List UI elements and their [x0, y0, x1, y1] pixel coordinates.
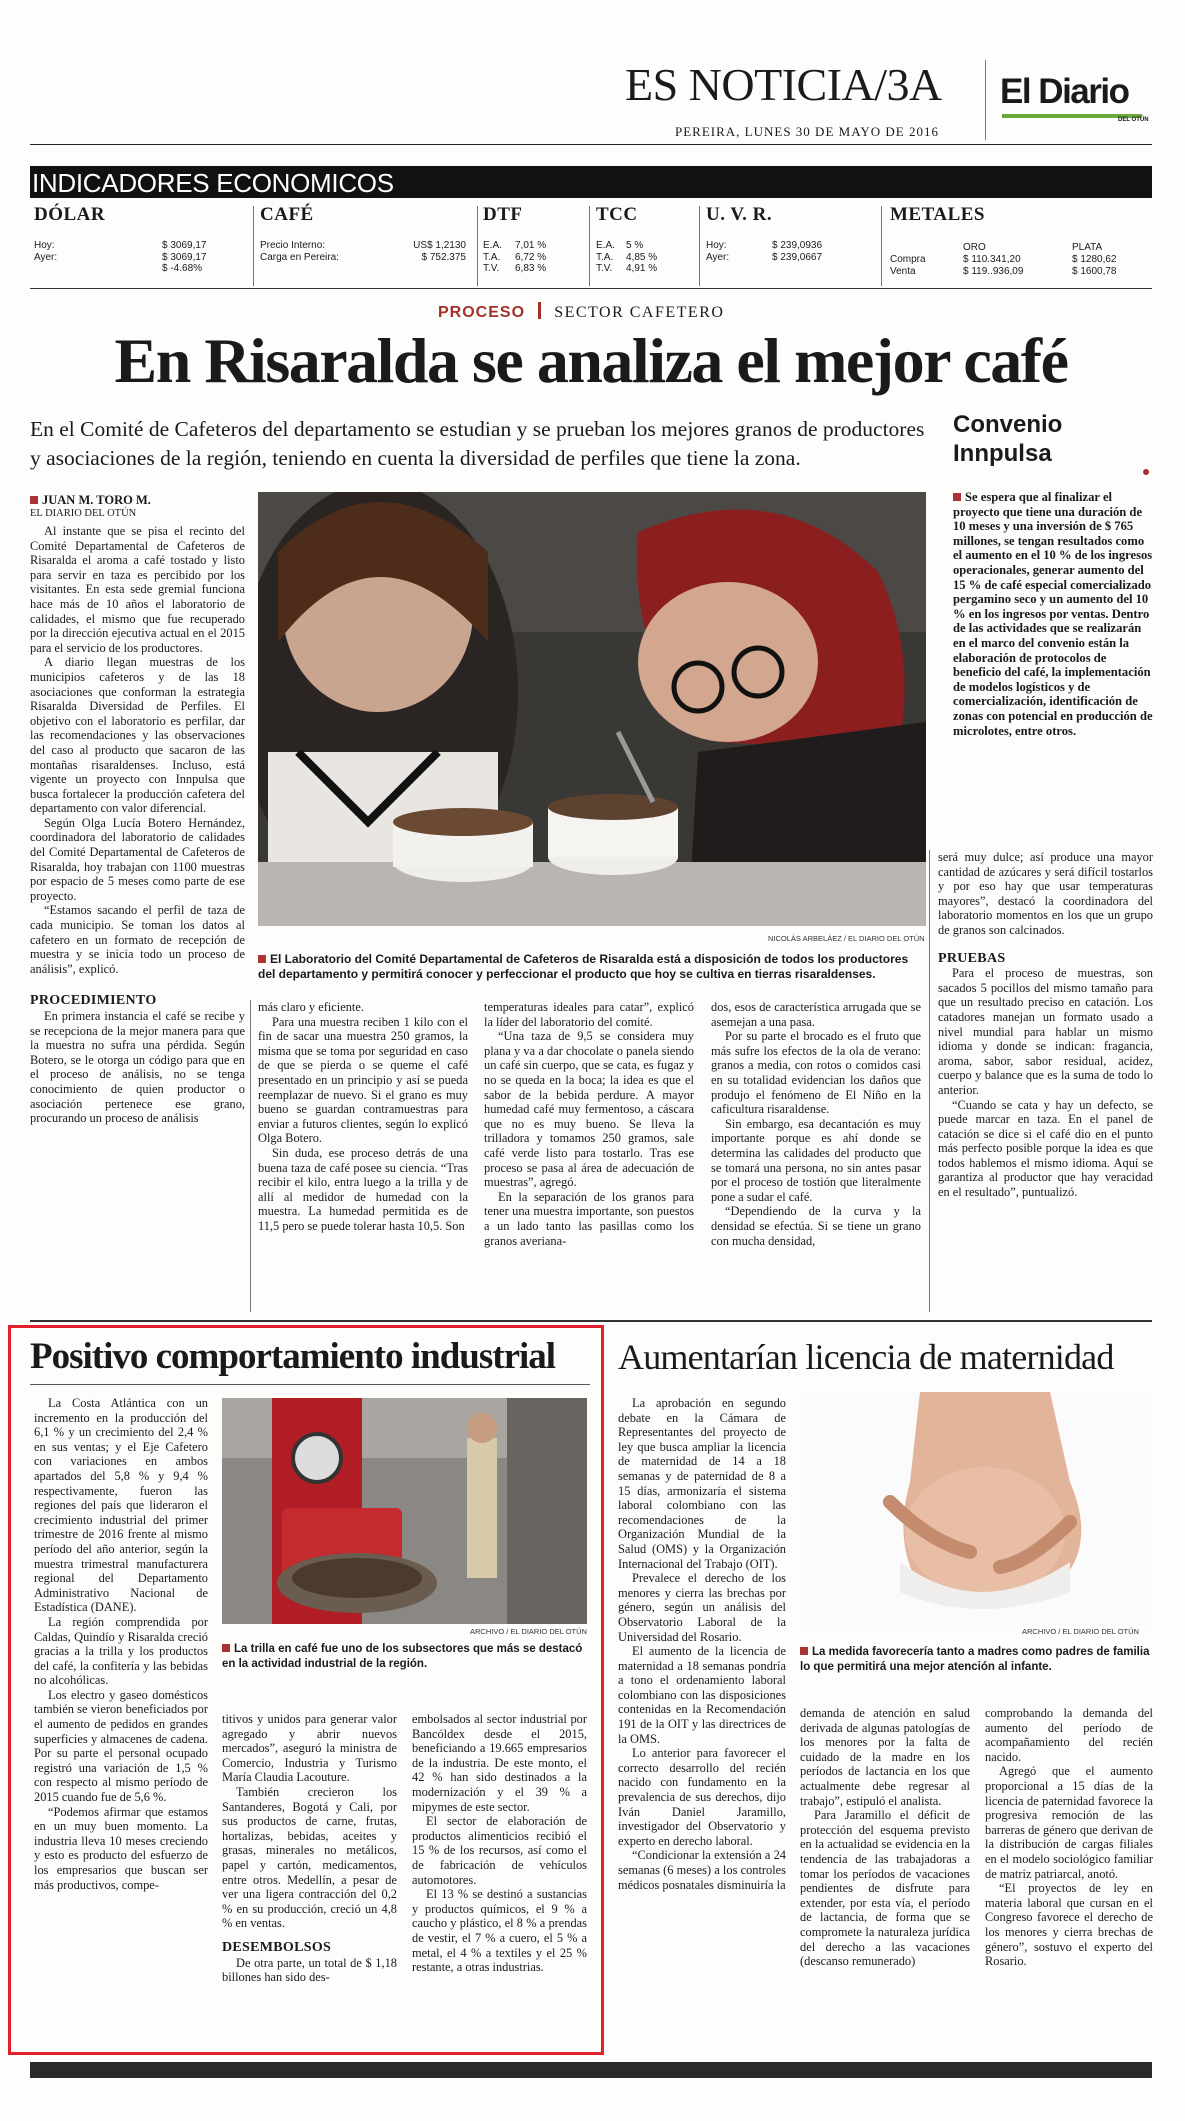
coffee-roaster-image	[222, 1398, 587, 1624]
main-col-1: Al instante que se pisa el recinto del Comité Departamental de Cafeteros de Risaralda el aroma a café tostado y listo para servir en taza es percibido por los visitantes. En esta sede gremial funciona hace más de 10 años el laboratorio de calidades, el mismo que fue recuperado por la dirección ejecutiva actual en el 2015 para el servicio de los productores. A diario llegan muestras de los municipios cafeteros y de las 18 asociaciones que conforman la estrategia Risaralda Diversidad de Perfiles. El objetivo con el laboratorio es perfilar, dar las recomendaciones y las observaciones del caso al producto que sacaron de las montañas risaraldenses. Incluso, está vigente un proyecto con Innpulsa que busca fortalecer la producción cafetera del departamento con valor diferencial. Según Olga Lucía Botero Hernández, coordinadora del laboratorio de calidades del Comité Departamental de Cafeteros de Risaralda, hoy trabajan con 1100 muestras por espacio de 5 meses como parte de ese proyecto. “Estamos sacando el perfil de taza de cada municipio. Se toman los datos al cafetero en un formato de recepción de muestra y se inicia todo un proceso de análisis”, explicó. PROCEDIMIENTO En primera instancia el café se recibe y se recepciona de la mejor manera para que la muestra no sufra una pérdida. Según Botero, se le otorga un código para que en el proceso de análisis, no se tenga conocimiento de quien productor o asociación pertenece ese grano, procurando un proceso de análisis	[30, 524, 245, 1126]
tcc-labels: E.A. T.A. T.V.	[596, 240, 615, 274]
main-col-2: más claro y eficiente. Para una muestra reciben 1 kilo con el fin de sacar una muestra 250 gramos, la misma que se toma por seguridad en caso de que se pierda o se queme el café presentado en un principio y así se pueda reemplazar de nuevo. Si el grano es muy bueno se guardan contramuestras para enviar a futuros clientes, según lo explicó Olga Botero. Sin duda, ese proceso detrás de una buena taza de café posee su ciencia. “Tras recibir el kilo, entra luego a la trilla y de allí al medidor de humedad con la muestra. La humedad permitida es de 11,5 pero se puede tolerar hasta 10,5. Son	[258, 1000, 468, 1233]
subhead-pruebas: PRUEBAS	[938, 950, 1006, 966]
dtf-labels: E.A. T.A. T.V.	[483, 240, 502, 274]
main-photo-credit: NICOLÁS ARBELÁEZ / EL DIARIO DEL OTÚN	[768, 934, 925, 943]
header-divider	[985, 60, 986, 140]
cafe-labels: Precio Interno: Carga en Pereira:	[260, 240, 339, 263]
indicator-dtf	[483, 204, 588, 274]
indicator-tcc	[596, 204, 696, 274]
header-rule	[30, 144, 1152, 145]
tcc-values: 5 % 4,85 % 4,91 %	[626, 240, 658, 274]
industrial-caption: La trilla en café fue uno de los subsectores que más se destacó en la actividad industrial de la región.	[222, 1643, 583, 1670]
industrial-photo-credit: ARCHIVO / EL DIARIO DEL OTÚN	[470, 1627, 587, 1636]
ind-div-4	[699, 206, 700, 286]
maternidad-caption-square-icon	[800, 1647, 808, 1655]
indicator-uvr	[706, 204, 881, 263]
ind-div-2	[477, 206, 478, 286]
industrial-headline: Positivo comportamiento industrial	[30, 1336, 556, 1377]
sidebar-dot	[1143, 469, 1149, 475]
caption-square-icon	[258, 955, 266, 963]
dateline: PEREIRA, LUNES 30 DE MAYO DE 2016	[675, 124, 939, 139]
indicators-bar	[30, 166, 1152, 198]
main-photo	[258, 492, 926, 926]
indicator-dolar	[34, 204, 249, 274]
kicker-sub: SECTOR CAFETERO	[554, 304, 725, 321]
oro-heading: ORO	[963, 242, 986, 253]
cafe-values: US$ 1,2130 $ 752.375	[413, 240, 466, 263]
indicator-cafe	[260, 204, 475, 263]
coffee-tasting-image	[258, 492, 926, 926]
uvr-labels: Hoy: Ayer:	[706, 240, 730, 263]
uvr-values: $ 239,0936 $ 239,0667	[772, 240, 823, 263]
industrial-caption-square-icon	[222, 1644, 230, 1652]
main-col-5: será muy dulce; así produce una mayor cantidad de azúcares y será difícil tostarlos y por eso hay que usar temperaturas mayores”, destacó la coordinadora del laboratorio momentos en los que un grupo de granos son calcinados. PRUEBAS Para el proceso de muestras, son sacados 5 pocillos del mismo tamaño para que un resultado preciso en catación. Los catadores manejan un formato usado a nivel mundial para hablar un mismo idioma y donde se indican: fragancia, aroma, sabor, sabor residual, acidez, cuerpo y balance que es la suma de todo lo anterior. “Cuando se cata y hay un defecto, se puede marcar en taza. En el panel de catación se dice si el café dio en el punto más perfecto posible porque la idea es que todos hablemos el mismo idioma. Aquí se garantiza al productor que hay veracidad en el resultado”, puntualizó.	[938, 850, 1153, 1200]
section-rule	[30, 1320, 1152, 1322]
main-col-3: temperaturas ideales para catar”, explicó la líder del laboratorio del comité. “Una taza de 9,5 se considera muy plana y va a dar chocolate o panela siendo un café sin cuerpo, que se cata, es fugaz y no se queda en la boca; la idea es que el sabor de la bebida perdure. A mayor humedad café muy fermentoso, a cáscara que no es muy bueno. Se lleva la trilladora y tomamos 250 gramos, sale café verde listo para tostarlo. Tras ese proceso se pasa al área de adecuación de muestras”, agregó. En la separación de los granos para tener una muestra importante, son puestos a un lado tanto las pasillas como los granos averiana-	[484, 1000, 694, 1248]
industrial-col-3: embolsados al sector industrial por Bancóldex desde el 2015, beneficiando a 19.665 empresarios de la industria. De este monto, el 42 % han sido destinados a la modernización y el 39 % a mipymes de este sector. El sector de elaboración de productos alimenticios recibió el 15 % de los recursos, así como el de fabricación de vehículos automotores. El 13 % se destinó a sustancias y productos químicos, el 9 % a caucho y plástico, el 8 % a prendas de vestir, el 7 % a cuero, el 5 % a metal, el 4 % a textiles y el 25 % restante, a otras industrias.	[412, 1712, 587, 1975]
maternidad-photo-credit: ARCHIVO / EL DIARIO DEL OTÚN	[1022, 1627, 1139, 1636]
kicker-divider	[538, 302, 541, 319]
footer-bar	[30, 2062, 1152, 2078]
byline-square-icon	[30, 496, 38, 504]
main-deck: En el Comité de Cafeteros del departamento se estudian y se prueban los mejores granos de productores y asociaciones de la región, teniendo en cuenta la diversidad de perfiles que tiene la zona.	[30, 417, 925, 470]
plata-heading: PLATA	[1072, 242, 1103, 253]
kicker-label: PROCESO	[438, 304, 526, 321]
ind-div-1	[253, 206, 254, 286]
industrial-col-2: titivos y unidos para generar valor agregado y abrir nuevos mercados”, aseguró la ministra de Comercio, Industria y Turismo María Claudia Lacouture. También crecieron los Santanderes, Bogotá y Cali, por sus productos de carne, frutas, hortalizas, bebidas, aceites y grasas, minerales no metálicos, papel y cartón, medicamentos, entre otros. Medellín, a pesar de ver una ligera contracción del 0,2 % en su producción, creció un 4,8 % en ventas. DESEMBOLSOS De otra parte, un total de $ 1,18 billones han sido des-	[222, 1712, 397, 1985]
dolar-values: $ 3069,17 $ 3069,17 $ -4.68%	[162, 240, 207, 274]
maternidad-photo	[800, 1392, 1152, 1626]
dtf-values: 7,01 % 6,72 % 6,83 %	[515, 240, 547, 274]
subhead-procedimiento: PROCEDIMIENTO	[30, 993, 157, 1009]
section-title: ES NOTICIA/3A	[625, 59, 942, 110]
maternidad-col-2: demanda de atención en salud derivada de algunas patologías de los menores por la falta de cuidado de la madre en los períodos de lactancia en los que actualmente debe regresar al trabajo”, estipuló el analista. Para Jaramillo el déficit de protección del esquema previsto en la actualidad se evidencia en la tendencia de las trabajadoras a tomar los períodos de vacaciones pendientes de disfrute para extender, por esta vía, el período de lactancia, de forma que se compromete la naturaleza jurídica del derecho a las vacaciones (descanso remunerado)	[800, 1706, 970, 1969]
plata-values: $ 1280,62 $ 1600,78	[1072, 254, 1117, 277]
sidebar-title: Convenio Innpulsa	[953, 411, 1063, 467]
metales-labels: Compra Venta	[890, 254, 926, 277]
dolar-labels: Hoy: Ayer:	[34, 240, 58, 263]
maternidad-caption: La medida favorecería tanto a madres como padres de familia lo que permitirá una mejor atención al infante.	[800, 1646, 1150, 1673]
main-col-4: dos, esos de característica arrugada que se asemejan a una pasa. Por su parte el brocado es el fruto que más sufre los efectos de la ola de verano: granos a media, con rotos o comidos casi en su totalidad evidencian los daños que produjo el fenómeno de El Niño en la caficultura risaraldense. Sin embargo, esa decantación es muy importante porque es ahí donde se determina las calidades del producto que se tomará una persona, no sin antes pasar por el proceso de tostión que literalmente pone a sudar el café. “Dependiendo de la curva y la densidad se efectúa. Si se tiene un grano con mucha densidad,	[711, 1000, 921, 1248]
byline: JUAN M. TORO M. EL DIARIO DEL OTÚN	[30, 493, 151, 519]
logo: El Diario	[1000, 72, 1129, 111]
maternidad-col-1: La aprobación en segundo debate en la Cámara de Representantes del proyecto de ley que busca ampliar la licencia de maternidad de 14 a 18 semanas y de paternidad de 8 a 15 días, armonizaría el sistema laboral colombiano con las recomendaciones de la Organización Mundial de la Salud (OMS) y la Organización Internacional del Trabajo (OIT). Prevalece el derecho de los menores y cierra las brechas por género, según un análisis del Observatorio Laboral de la Universidad del Rosario. El aumento de la licencia de maternidad a 18 semanas pondría a tono el ordenamiento laboral colombiano con las disposiciones contenidas en la Recomendación 191 de la OIT y las directrices de la OMS. Lo anterior para favorecer el correcto desarrollo del recién nacido con fundamento en la prevalencia de sus derechos, dijo Iván Daniel Jaramillo, investigador del Observatorio y experto en derecho laboral. “Condicionar la extensión a 24 semanas (6 meses) a los controles médicos posnatales disminuiría la	[618, 1396, 786, 1892]
subhead-desembolsos: DESEMBOLSOS	[222, 1939, 332, 1955]
cafe-heading: CAFÉ	[260, 204, 314, 225]
main-photo-caption: El Laboratorio del Comité Departamental de Cafeteros de Risaralda está a disposición de todos los productores del departamento y permitirá conocer y perfeccionar el producto que hoy se cultiva en tierras risaraldenses.	[258, 952, 909, 981]
uvr-heading: U. V. R.	[706, 204, 773, 225]
col-div-5	[929, 850, 930, 1312]
ind-div-3	[589, 206, 590, 286]
kicker	[438, 302, 724, 323]
ind-div-5	[881, 206, 882, 286]
industrial-photo	[222, 1398, 587, 1624]
industrial-col-1: La Costa Atlántica con un incremento en la producción del 6,1 % y un crecimiento del 2,4 % en sus ventas; y el Eje Cafetero con variaciones en ambos apartados del 5,8 % y 9,4 % respectivamente, fueron las regiones del país que lideraron el crecimiento industrial del primer trimestre de 2016 frente al mismo período del año anterior, según la muestra trimestral manufacturera regional del Departamento Administrativo Nacional de Estadística (DANE). La región comprendida por Caldas, Quindío y Risaralda creció gracias a la trilla y los productos del café, la confitería y las bebidas no alcohólicas. Los electro y gaseo domésticos también se vieron beneficiados por el aumento de pedidos en grandes superficies y almacenes de cadena. Por su parte el personal ocupado registró una variación de 1,5 % con respecto al mismo período de 2015 cuando fue de 5,6 %. “Podemos afirmar que estamos en un muy buen momento. La industria lleva 10 meses creciendo y esto es producto del esfuerzo de los empresarios que buscan ser más productivos, compe-	[34, 1396, 208, 1892]
metales-heading: METALES	[890, 204, 986, 225]
maternidad-headline: Aumentarían licencia de maternidad	[618, 1337, 1114, 1377]
bullet-square-icon	[953, 493, 961, 501]
dolar-heading: DÓLAR	[34, 204, 106, 225]
indicators-title: INDICADORES ECONOMICOS	[32, 168, 394, 198]
tcc-heading: TCC	[596, 204, 638, 225]
indicator-metales	[890, 204, 1150, 277]
main-headline: En Risaralda se analiza el mejor café	[114, 325, 1068, 396]
industrial-rule	[30, 1384, 590, 1385]
maternidad-col-3: comprobando la demanda del aumento del período de acompañamiento del recién nacido. Agregó que el aumento proporcional a 15 días de la licencia de paternidad favorece la progresiva remoción de las barreras de género que derivan de la distribución de cargas filiales en el modelo sociológico familiar de matriz patriarcal, anotó. “El proyectos de ley en materia laboral que cursan en el Congreso favorece el derecho de los menores y cierra brechas de género”, sostuvo el experto del Rosario.	[985, 1706, 1153, 1969]
dtf-heading: DTF	[483, 204, 523, 225]
col-div-1	[250, 1000, 251, 1312]
oro-values: $ 110.341,20 $ 119..936,09	[963, 254, 1024, 277]
sidebar-text: Se espera que al finalizar el proyecto que tiene una duración de 10 meses y una inversión de $ 765 millones, se tengan resultados como el aumento en el 10 % de los ingresos operacionales, generar aumento del 15 % de café especial comercializado pergamino seco y un aumento del 10 % en los ingresos por ventas. Dentro de las actividades que se realizarán en el marco del convenio están la elaboración de protocolos de beneficio del café, la implementación de modelos logísticos y de comercialización, identificación de zonas con potencial en producción de microlotes, entre otros.	[953, 490, 1153, 738]
logo-subtitle: DEL OTÚN	[1118, 117, 1149, 123]
indicators-rule-bottom	[30, 288, 1152, 289]
pregnant-woman-image	[800, 1392, 1152, 1626]
